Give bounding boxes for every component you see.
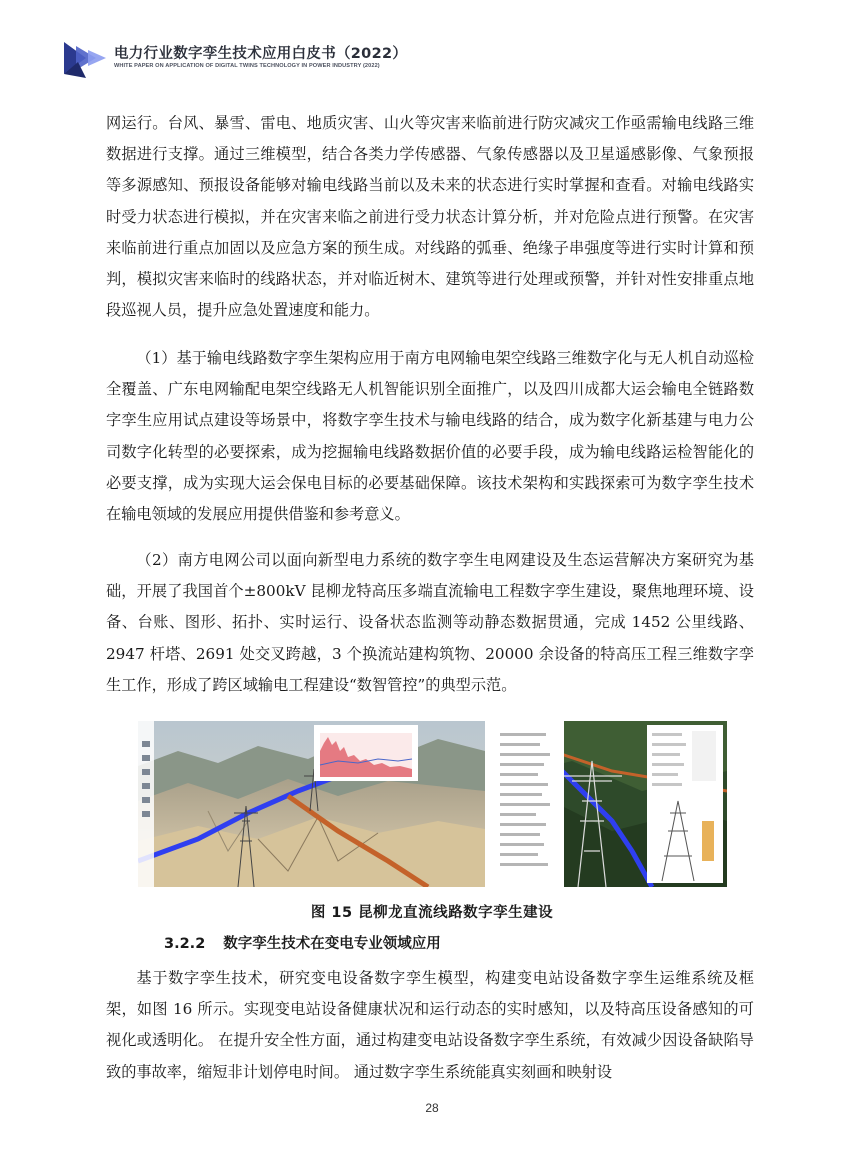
paragraph-substation: 基于数字孪生技术，研究变电设备数字孪生模型，构建变电站设备数字孪生运维系统及框架，如图 16 所示。实现变电站设备健康状况和运行动态的实时感知，以及特高压设备感知的可视化或透明化。 在提升安全性方面，通过构建变电站设备数字孪生系统，有效减少因设备缺陷导致的事故率，缩短非计划停电时间。 通过数字孪生系统能真实刻画和映射设: [106, 969, 754, 1081]
section-title: 数字孪生技术在变电专业领域应用: [223, 936, 441, 952]
section-number: 3.2.2: [164, 936, 206, 952]
white-paper-logo-icon: [62, 38, 108, 78]
figure-terrain-3d-view: [138, 721, 485, 887]
figure-caption: 图 15 昆柳龙直流线路数字孪生建设: [310, 905, 554, 921]
header-subtitle: WHITE PAPER ON APPLICATION OF DIGITAL TWINS TECHNOLOGY IN POWER INDUSTRY (2022): [114, 63, 380, 69]
paragraph-item-1: （1）基于输电线路数字孪生架构应用于南方电网输电架空线路三维数字化与无人机自动巡检全覆盖、广东电网输配电架空线路无人机智能识别全面推广，以及四川成都大运会输电全链路数字孪生应用试点建设等场景中，将数字孪生技术与输电线路的结合，成为数字化新基建与电力公司数字化转型的必要探索，成为挖掘输电线路数据价值的必要手段，成为输电线路运检智能化的必要支撑，成为实现大运会保电目标的必要基础保障。该技术架构和实践探索可为数字孪生技术在输电领域的发展应用提供借鉴和参考意义。: [106, 349, 754, 524]
page-number: 28: [425, 1101, 439, 1115]
page-header: [62, 38, 462, 78]
paragraph-disaster-prevention: 网运行。台风、暴雪、雷电、地质灾害、山火等灾害来临前进行防灾减灾工作亟需输电线路三维数据进行支撑。通过三维模型，结合各类力学传感器、气象传感器以及卫星遥感影像、气象预报等多源感知、预报设备能够对输电线路当前以及未来的状态进行实时掌握和查看。对输电线路实时受力状态进行模拟，并在灾害来临之前进行受力状态计算分析，并对危险点进行预警。在灾害来临前进行重点加固以及应急方案的预生成。对线路的弧垂、绝缘子串强度等进行实时计算和预判，模拟灾害来临时的线路状态，并对临近树木、建筑等进行处理或预警，并针对性安排重点地段巡视人员，提升应急处置速度和能力。: [106, 114, 754, 320]
paragraph-item-2: （2）南方电网公司以面向新型电力系统的数字孪生电网建设及生态运营解决方案研究为基础，开展了我国首个±800kV 昆柳龙特高压多端直流输电工程数字孪生建设，聚焦地理环境、设备、台账、图形、拓扑、实时运行、设备状态监测等动静态数据贯通，完成 1452 公里线路、2947 杆塔、2691 处交叉跨越，3 个换流站建构筑物、20000 余设备的特高压工程三维数字孪生工作，形成了跨区域输电工程建设“数智管控”的典型示范。: [106, 551, 754, 694]
header-title: 电力行业数字孪生技术应用白皮书（2022）: [114, 46, 408, 62]
figure-tower-3d-view: [492, 721, 727, 887]
section-heading: [164, 932, 441, 953]
